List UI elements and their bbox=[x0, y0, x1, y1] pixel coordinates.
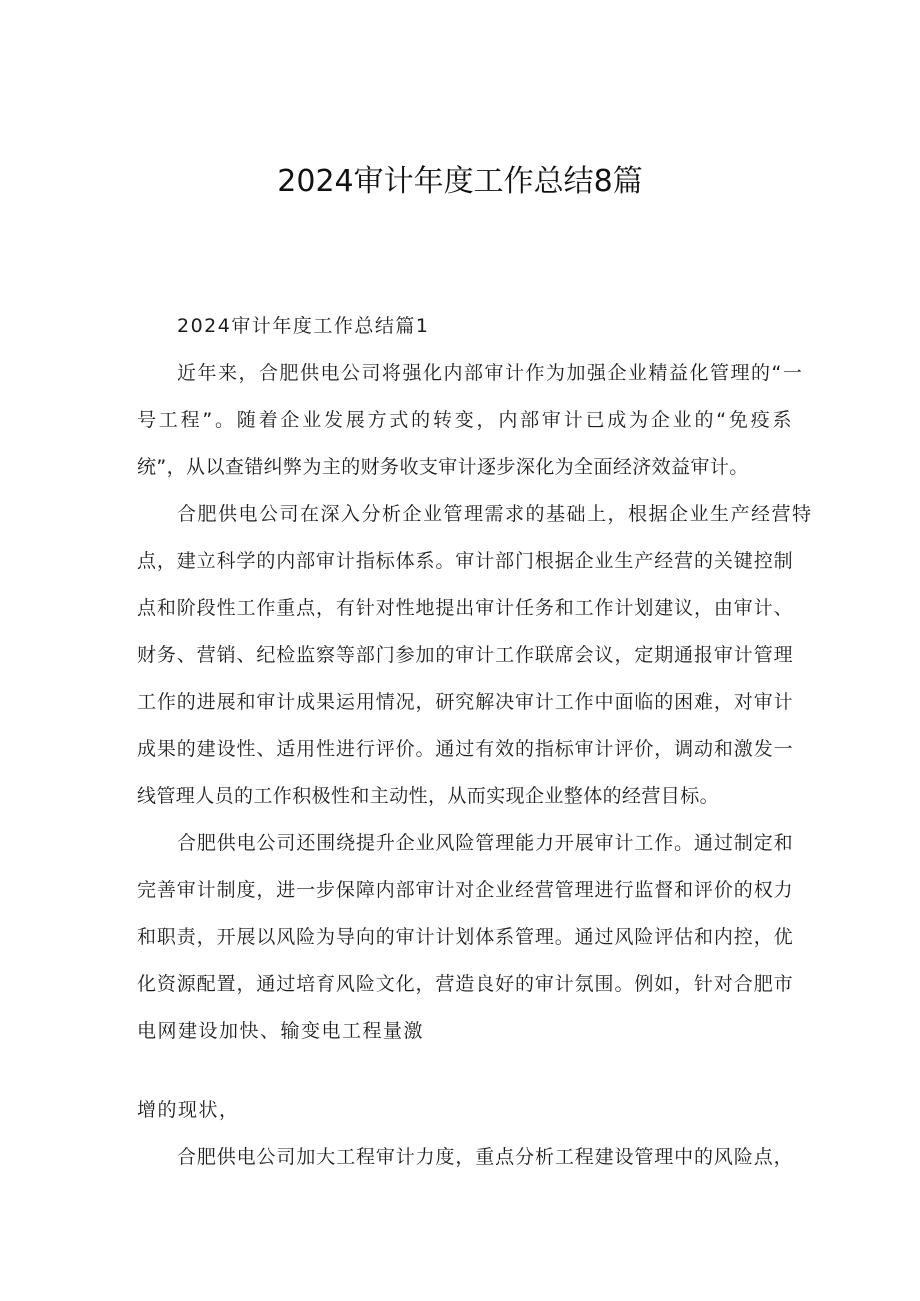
document-body bbox=[137, 312, 813, 1190]
paragraph-line: 合肥供电公司在深入分析企业管理需求的基础上，根据企业生产经营特 bbox=[177, 503, 813, 525]
paragraph-line: 线管理人员的工作积极性和主动性，从而实现企业整体的经营目标。 bbox=[137, 785, 720, 807]
paragraph-line: 统”，从以查错纠弊为主的财务收支审计逐步深化为全面经济效益审计。 bbox=[137, 456, 749, 478]
paragraph-line: 和职责，开展以风险为导向的审计计划体系管理。通过风险评估和内控，优 bbox=[137, 926, 793, 948]
paragraph-line: 点，建立科学的内部审计指标体系。审计部门根据企业生产经营的关键控制 bbox=[137, 550, 793, 572]
document-title: 2024审计年度工作总结8篇 bbox=[277, 164, 643, 199]
paragraph-line: 增的现状， bbox=[137, 1099, 240, 1121]
paragraph-line: 号工程”。随着企业发展方式的转变，内部审计已成为企业的“免疫系 bbox=[137, 409, 793, 431]
paragraph-line: 合肥供电公司还围绕提升企业风险管理能力开展审计工作。通过制定和 bbox=[177, 832, 793, 854]
section-heading: 2024审计年度工作总结篇1 bbox=[177, 315, 430, 337]
paragraph-line: 工作的进展和审计成果运用情况，研究解决审计工作中面临的困难，对审计 bbox=[137, 691, 793, 713]
paragraph-line: 近年来，合肥供电公司将强化内部审计作为加强企业精益化管理的“一 bbox=[177, 362, 804, 384]
paragraph-line: 完善审计制度，进一步保障内部审计对企业经营管理进行监督和评价的权力 bbox=[137, 879, 793, 901]
paragraph-line: 化资源配置，通过培育风险文化，营造良好的审计氛围。例如，针对合肥市 bbox=[137, 973, 793, 995]
paragraph-line: 成果的建设性、适用性进行评价。通过有效的指标审计评价，调动和激发一 bbox=[137, 738, 793, 760]
paragraph-line: 电网建设加快、输变电工程量激 bbox=[137, 1020, 425, 1042]
line-gap bbox=[137, 1064, 793, 1096]
paragraph-line: 合肥供电公司加大工程审计力度，重点分析工程建设管理中的风险点， bbox=[177, 1146, 793, 1168]
paragraph-line: 财务、营销、纪检监察等部门参加的审计工作联席会议，定期通报审计管理 bbox=[137, 644, 793, 666]
paragraph-line: 点和阶段性工作重点，有针对性地提出审计任务和工作计划建议，由审计、 bbox=[137, 597, 793, 619]
